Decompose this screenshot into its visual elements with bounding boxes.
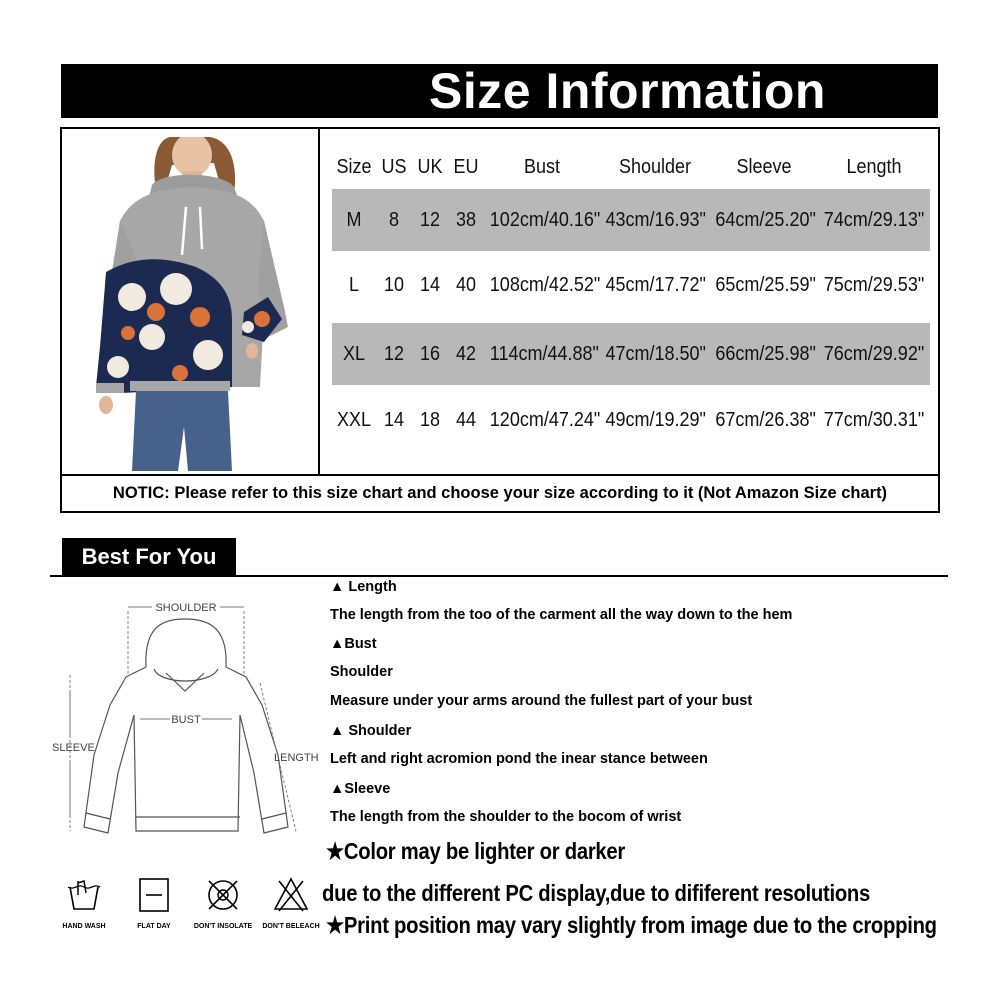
do-not-insolate-icon [203,875,243,915]
cell-shoulder: 43cm/16.93" [605,209,706,231]
cell-size: M [346,209,362,231]
shoulder-text: Left and right acromion pond the inear stance between [330,751,708,767]
care-label: DON'T BELEACH [262,923,320,930]
care-do-not-insolate [192,875,254,945]
table-row [332,254,930,316]
cell-uk: 18 [419,409,441,431]
table-row [332,323,930,385]
cell-size: L [348,274,360,296]
cell-eu: 42 [455,343,477,365]
product-photo [92,137,292,471]
header-uk: UK [417,156,443,178]
hoodie-measurement-diagram [48,595,328,855]
header-us: US [381,156,407,178]
cell-size: XXL [336,409,372,431]
cell-sleeve: 66cm/25.98" [715,343,816,365]
care-label: HAND WASH [62,923,106,930]
color-note: ★Color may be lighter or darker [326,838,626,864]
cell-eu: 40 [455,274,477,296]
hand-wash-icon [64,875,104,915]
diagram-label-length: LENGTH [274,752,319,764]
diagram-label-bust: BUST [171,714,201,726]
care-do-not-bleach [260,875,322,945]
cell-us: 8 [388,209,400,231]
table-row [332,389,930,451]
sleeve-text: The length from the shoulder to the bocom of wrist [330,809,682,825]
bust-sub: Shoulder [330,664,393,680]
cell-us: 12 [383,343,405,365]
divider-vertical [318,129,320,474]
header-bust: Bust [523,156,561,178]
cell-shoulder: 45cm/17.72" [605,274,706,296]
section-divider [50,575,948,577]
header-sleeve: Sleeve [736,156,792,178]
care-hand-wash [53,875,115,945]
display-note: due to the different PC display,due to dififerent resolutions [322,880,871,906]
bust-text: Measure under your arms around the fullest part of your bust [330,693,753,709]
header-length: Length [846,156,902,178]
cell-us: 10 [383,274,405,296]
cell-eu: 38 [455,209,477,231]
bust-heading: ▲Bust [330,636,377,652]
size-notice: NOTIC: Please refer to this size chart and choose your size according to it (Not Amazon Size chart) [112,484,888,502]
title-bar [61,64,938,118]
cell-length: 76cm/29.92" [823,343,925,365]
table-header-row [332,147,930,187]
care-label: FLAT DAY [137,923,171,930]
header-size: Size [336,156,372,178]
cell-uk: 14 [419,274,441,296]
cell-sleeve: 67cm/26.38" [715,409,816,431]
cell-sleeve: 65cm/25.59" [715,274,816,296]
care-flat-dry [123,875,185,945]
length-heading: ▲ Length [330,579,397,595]
cell-length: 77cm/30.31" [823,409,925,431]
print-note: ★Print position may vary slightly from image due to the cropping [326,912,937,938]
length-text: The length from the too of the carment all the way down to the hem [330,607,793,623]
header-shoulder: Shoulder [618,156,692,178]
cell-shoulder: 49cm/19.29" [605,409,706,431]
cell-bust: 102cm/40.16" [489,209,601,231]
table-row [332,189,930,251]
cell-size: XL [342,343,366,365]
cell-bust: 108cm/42.52" [489,274,601,296]
cell-eu: 44 [455,409,477,431]
cell-length: 75cm/29.53" [823,274,925,296]
header-eu: EU [453,156,479,178]
diagram-label-shoulder: SHOULDER [155,602,217,614]
cell-shoulder: 47cm/18.50" [605,343,706,365]
cell-uk: 12 [419,209,441,231]
sleeve-heading: ▲Sleeve [330,781,391,797]
care-label: DON'T INSOLATE [193,923,253,930]
cell-bust: 120cm/47.24" [489,409,601,431]
cell-length: 74cm/29.13" [823,209,925,231]
cell-us: 14 [383,409,405,431]
size-chart-box [60,127,940,513]
page-title: Size Information [429,63,826,119]
cell-sleeve: 64cm/25.20" [715,209,816,231]
shoulder-heading: ▲ Shoulder [330,723,412,739]
flat-dry-icon [134,875,174,915]
diagram-label-sleeve: SLEEVE [52,742,95,754]
best-for-you-heading: Best For You [62,538,236,575]
cell-bust: 114cm/44.88" [489,343,599,365]
cell-uk: 16 [419,343,441,365]
do-not-bleach-icon [271,875,311,915]
